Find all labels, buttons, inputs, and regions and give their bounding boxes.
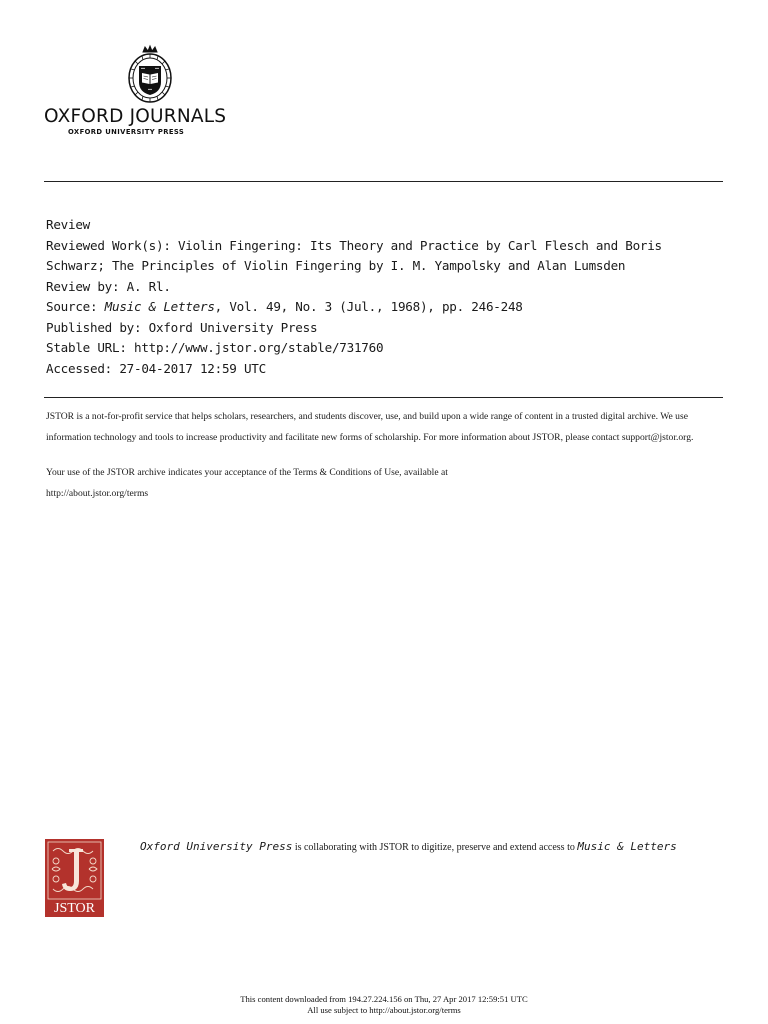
brand-subtitle: OXFORD UNIVERSITY PRESS [68,128,185,136]
stable-url[interactable]: Stable URL: http://www.jstor.org/stable/731760 [46,340,384,355]
jstor-logo-icon [45,839,104,917]
oxford-journals-logo [44,44,256,140]
top-divider [44,181,723,182]
reviewed-works-line-1: Reviewed Work(s): Violin Fingering: Its Theory and Practice by Carl Flesch and Boris [46,237,662,253]
accessed-date: Accessed: 27-04-2017 12:59 UTC [46,360,266,376]
collab-text: is collaborating with JSTOR to digitize, preserve and extend access to [292,842,578,853]
terms-link[interactable]: http://about.jstor.org/terms [46,488,149,499]
terms-text: Your use of the JSTOR archive indicates your acceptance of the Terms & Conditions of Use, available at [46,467,448,478]
collaboration-statement [140,840,700,855]
collab-journal: Music & Letters [577,840,677,853]
collab-publisher: Oxford University Press [140,840,293,853]
jstor-notice [46,406,726,504]
footer-terms-line: All use subject to http://about.jstor.org/terms [307,1004,461,1015]
source-journal: Music & Letters [104,299,215,314]
notice-paragraph-1: JSTOR is a not-for-profit service that helps scholars, researchers, and students discover, use, and build upon a wide range of content in a trusted digital archive. We use information technology and tools to increase productivity and facilitate new forms of scholarship. For more information about JSTOR, please contact support@jstor.org. [46,411,694,443]
source-details: , Vol. 49, No. 3 (Jul., 1968), pp. 246-248 [214,299,523,314]
source-label: Source: [46,299,105,314]
notice-paragraph-2 [46,462,726,504]
reviewed-works-line-2: Schwarz; The Principles of Violin Fingering by I. M. Yampolsky and Alan Lumsden [46,258,626,273]
oxford-crest-icon [127,44,173,104]
review-author: Review by: A. Rl. [46,278,171,294]
citation-source [46,297,726,318]
jstor-logo-text: JSTOR [54,901,95,916]
footer-download-line: This content downloaded from 194.27.224.156 on Thu, 27 Apr 2017 12:59:51 UTC [240,994,528,1004]
citation-type: Review [46,217,90,232]
citation-block [46,215,726,379]
download-footer [0,994,768,1015]
brand-name: OXFORD JOURNALS [44,106,227,127]
publisher-line: Published by: Oxford University Press [46,319,318,335]
middle-divider [44,397,723,398]
